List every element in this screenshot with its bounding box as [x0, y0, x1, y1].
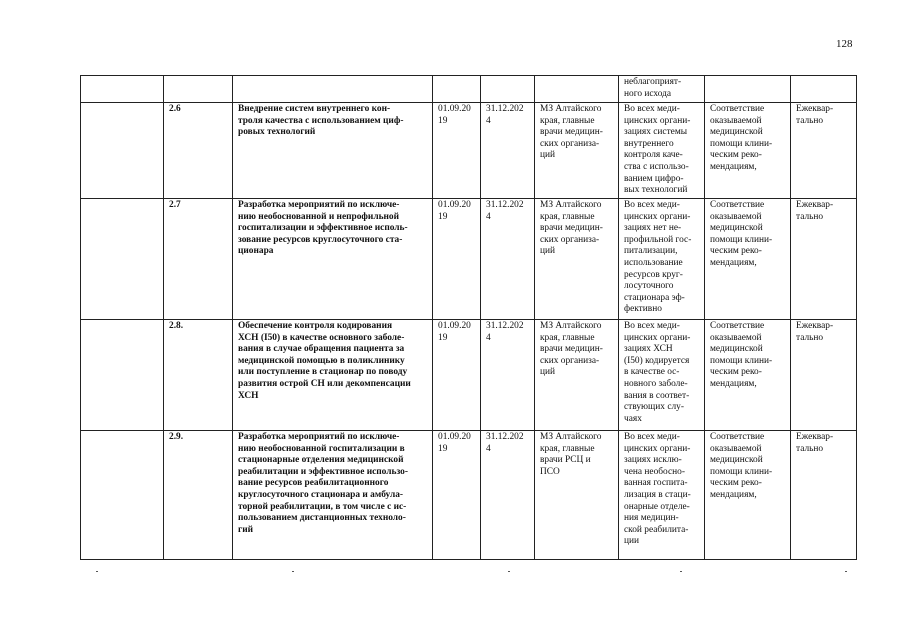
- cell-number: [164, 76, 233, 103]
- cell-result: Во всех меди- цинских органи- зациях системы внутреннего контроля каче- ства с использо- ванием цифро- вых технологий: [619, 103, 705, 199]
- cell-start-date: 01.09.20 19: [433, 320, 481, 431]
- table-row: [81, 320, 857, 431]
- cell-end-date: 31.12.202 4: [481, 103, 535, 199]
- cell-measure: Внедрение систем внутреннего кон- троля качества с использованием циф- ровых технологий: [233, 103, 433, 199]
- page-number: 128: [836, 38, 853, 50]
- cell-frequency: [791, 76, 857, 103]
- cell-end-date: 31.12.202 4: [481, 431, 535, 560]
- cell-result: Во всех меди- цинских органи- зациях исклю- чена необосно- ванная госпита- лизация в стаци- онарные отделе- ния медицин- ской реабилита- ции: [619, 431, 705, 560]
- table-row-continuation: [81, 76, 857, 103]
- cell-measure: Обеспечение контроля кодирования ХСН (I50) в качестве основного заболе- вания в случае обращения пациента за медицинской помощью в поликлинику или поступление в стационар по поводу развития острой СН или декомпенсации ХСН: [233, 320, 433, 431]
- cell-responsible: МЗ Алтайского края, главные врачи РСЦ и ПСО: [535, 431, 619, 560]
- cell-criterion: Соответствие оказываемой медицинской помощи клини- ческим реко- мендациям,: [705, 103, 791, 199]
- cell-number: 2.7: [164, 199, 233, 320]
- cell-result: Во всех меди- цинских органи- зациях ХСН (I50) кодируется в качестве ос- новного заболе- вания в соответ- ствующих слу- чаях: [619, 320, 705, 431]
- scan-artifact: [292, 571, 294, 572]
- cell-start-date: [433, 76, 481, 103]
- cell-start-date: 01.09.20 19: [433, 103, 481, 199]
- cell-end-date: 31.12.202 4: [481, 199, 535, 320]
- scan-artifact: [96, 571, 98, 572]
- cell-blank: [81, 76, 164, 103]
- table-row: [81, 103, 857, 199]
- cell-measure: Разработка мероприятий по исключе- нию необоснованной госпитализации в стационарные отделения медицинской реабилитации и эффективное использо- вание ресурсов реабилитационного круглосуточного стационара и амбула- торной реабилитации, в том числе с ис- пользованием дистанционных техноло- гий: [233, 431, 433, 560]
- cell-number: 2.6: [164, 103, 233, 199]
- cell-frequency: Ежеквар- тально: [791, 199, 857, 320]
- cell-measure: Разработка мероприятий по исключе- нию необоснованной и непрофильной госпитализации и эффективное исполь- зование ресурсов круглосуточного ста- ционара: [233, 199, 433, 320]
- cell-responsible: МЗ Алтайского края, главные врачи медицин- ских организа- ций: [535, 199, 619, 320]
- cell-result: Во всех меди- цинских органи- зациях нет не- профильной гос- питализации, использование ресурсов круг- лосуточного стационара эф- фективно: [619, 199, 705, 320]
- cell-criterion: Соответствие оказываемой медицинской помощи клини- ческим реко- мендациям,: [705, 320, 791, 431]
- cell-start-date: 01.09.20 19: [433, 199, 481, 320]
- scan-artifact: [508, 571, 510, 572]
- cell-responsible: МЗ Алтайского края, главные врачи медицин- ских организа- ций: [535, 103, 619, 199]
- cell-blank: [81, 320, 164, 431]
- cell-number: 2.8.: [164, 320, 233, 431]
- cell-criterion: [705, 76, 791, 103]
- cell-criterion: Соответствие оказываемой медицинской помощи клини- ческим реко- мендациям,: [705, 431, 791, 560]
- cell-result: неблагоприят- ного исхода: [619, 76, 705, 103]
- table-row: [81, 431, 857, 560]
- cell-criterion: Соответствие оказываемой медицинской помощи клини- ческим реко- мендациям,: [705, 199, 791, 320]
- cell-blank: [81, 431, 164, 560]
- cell-blank: [81, 199, 164, 320]
- cell-end-date: 31.12.202 4: [481, 320, 535, 431]
- scan-artifact: [680, 571, 682, 572]
- cell-blank: [81, 103, 164, 199]
- cell-measure: [233, 76, 433, 103]
- cell-frequency: Ежеквар- тально: [791, 103, 857, 199]
- scan-artifact: [845, 571, 847, 572]
- cell-start-date: 01.09.20 19: [433, 431, 481, 560]
- cell-responsible: МЗ Алтайского края, главные врачи медицин- ских организа- ций: [535, 320, 619, 431]
- cell-frequency: Ежеквар- тально: [791, 431, 857, 560]
- cell-responsible: [535, 76, 619, 103]
- table-row: [81, 199, 857, 320]
- activity-table: [80, 75, 857, 560]
- cell-end-date: [481, 76, 535, 103]
- cell-frequency: Ежеквар- тально: [791, 320, 857, 431]
- cell-number: 2.9.: [164, 431, 233, 560]
